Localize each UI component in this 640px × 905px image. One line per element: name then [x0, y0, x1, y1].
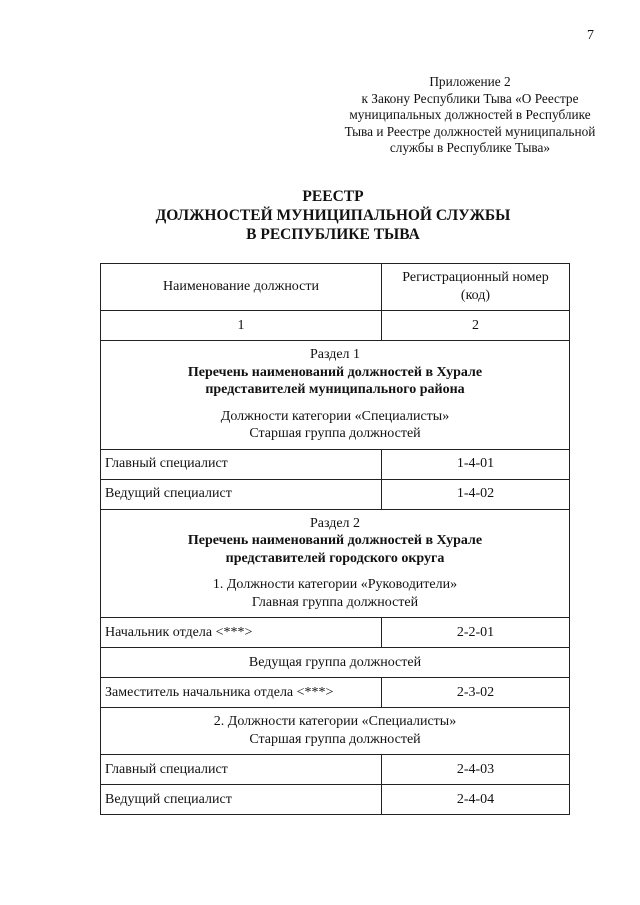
table-row [101, 618, 570, 648]
header-code-line: (код) [460, 288, 491, 303]
position-code: 2-2-01 [382, 618, 570, 648]
table-row [101, 678, 570, 708]
header-code-cell [382, 264, 570, 311]
category-label: 2. Должности категории «Специалисты» [213, 714, 457, 729]
table-row [101, 479, 570, 509]
position-name: Ведущий специалист [101, 785, 382, 815]
category-row [101, 708, 570, 755]
section-heading-row [101, 509, 570, 618]
header-row [101, 264, 570, 311]
appendix-line: муниципальных должностей в Республике [349, 107, 591, 122]
title-line: РЕЕСТР [302, 188, 364, 205]
group-label: Старшая группа должностей [249, 426, 421, 441]
title-line: В РЕСПУБЛИКЕ ТЫВА [246, 226, 420, 243]
section-label: Раздел 1 [309, 347, 361, 362]
position-name: Главный специалист [101, 449, 382, 479]
header-code-line: Регистрационный номер [402, 270, 549, 285]
position-name: Главный специалист [101, 755, 382, 785]
table-row [101, 785, 570, 815]
table-row [101, 449, 570, 479]
header-name-cell: Наименование должности [101, 264, 382, 311]
document-title [100, 187, 566, 244]
appendix-note [340, 74, 600, 157]
position-code: 2-4-04 [382, 785, 570, 815]
table-row [101, 755, 570, 785]
group-row [101, 648, 570, 678]
appendix-line: службы в Республике Тыва» [389, 140, 551, 155]
category-label: 1. Должности категории «Руководители» [212, 577, 458, 592]
appendix-line: Приложение 2 [429, 74, 511, 89]
title-line: ДОЛЖНОСТЕЙ МУНИЦИПАЛЬНОЙ СЛУЖБЫ [155, 207, 511, 224]
section-title: представителей муниципального района [205, 382, 465, 397]
section-title: Перечень наименований должностей в Хурале [187, 533, 483, 548]
registry-table [100, 263, 570, 815]
appendix-line: Тыва и Реестре должностей муниципальной [344, 123, 596, 139]
position-code: 1-4-01 [382, 449, 570, 479]
position-code: 1-4-02 [382, 479, 570, 509]
section-label: Раздел 2 [309, 515, 361, 531]
section-1-heading [101, 341, 570, 450]
section-heading-row [101, 341, 570, 450]
section-title: представителей городского округа [225, 550, 445, 566]
group-label: Ведущая группа должностей [101, 648, 570, 678]
group-label: Старшая группа должностей [249, 731, 421, 747]
section-title: Перечень наименований должностей в Хурале [187, 364, 483, 380]
appendix-line: к Закону Республики Тыва «О Реестре [361, 90, 579, 106]
category-label: Должности категории «Специалисты» [220, 408, 450, 424]
section-2-heading [101, 509, 570, 618]
position-code: 2-3-02 [382, 678, 570, 708]
category-heading [101, 708, 570, 755]
position-name: Ведущий специалист [101, 479, 382, 509]
position-name: Начальник отдела <***> [101, 618, 382, 648]
group-label: Главная группа должностей [251, 594, 419, 610]
column-number-row [101, 311, 570, 341]
position-name: Заместитель начальника отдела <***> [101, 678, 382, 708]
column-number: 2 [382, 311, 570, 341]
position-code: 2-4-03 [382, 755, 570, 785]
column-number: 1 [101, 311, 382, 341]
page-number: 7 [587, 28, 594, 43]
